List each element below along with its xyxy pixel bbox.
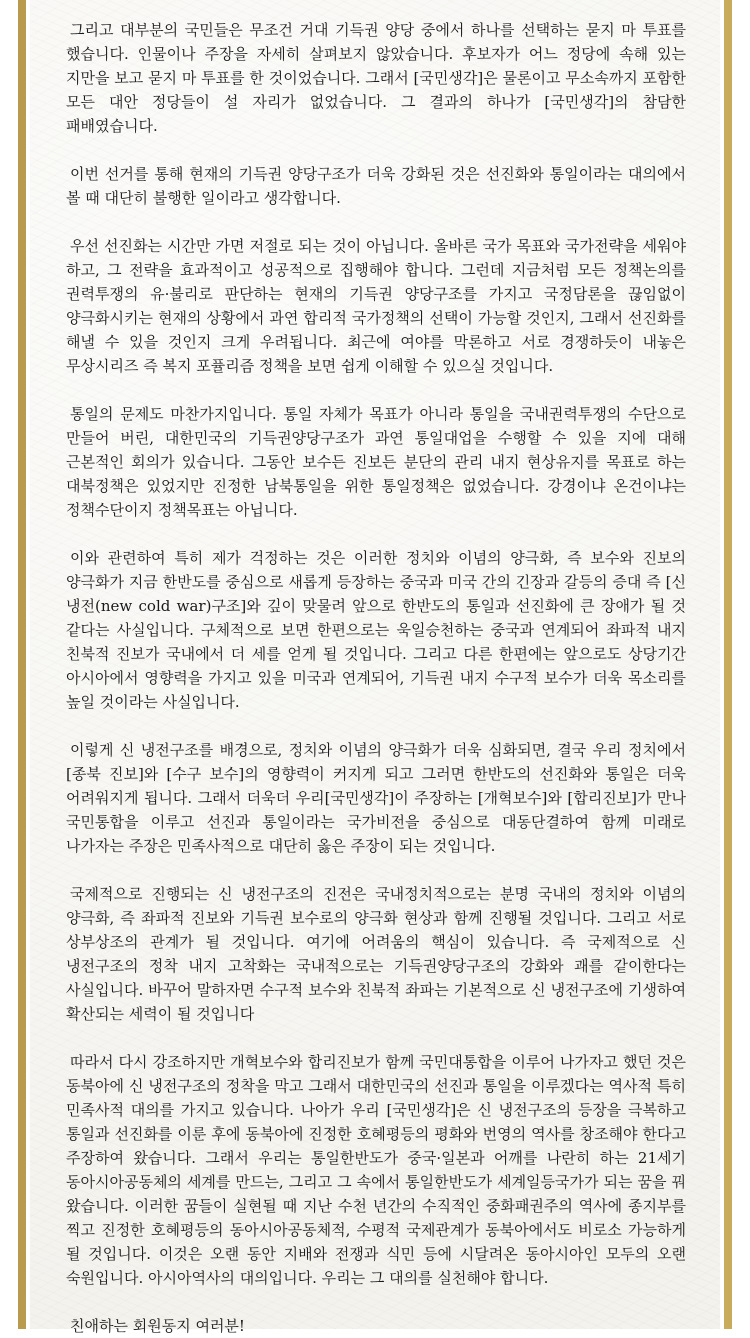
paragraph: 우선 선진화는 시간만 가면 저절로 되는 것이 아닙니다. 올바른 국가 목표와 국가전략을 세워야 하고, 그 전략을 효과적이고 성공적으로 집행해야 합니다. 그런데 지금처럼 모든 정책논의를 권력투쟁의 유·불리로 판단하는 현재의 기득권 양당구조를 가지고 국정담론을 끊임없이 양극화시키는 현재의 상황에서 과연 합리적 국가정책의 선택이 가능할 것인지, 그래서 선진화를 해낼 수 있을 것인지 크게 우려됩니다. 최근에 여야를 막론하고 서로 경쟁하듯이 내놓은 무상시리즈 즉 복지 포퓰리즘 정책을 보면 쉽게 이해할 수 있으실 것입니다. bbox=[66, 237, 687, 375]
paragraph: 통일의 문제도 마찬가지입니다. 통일 자체가 목표가 아니라 통일을 국내권력투쟁의 수단으로 만들어 버린, 대한민국의 기득권양당구조가 과연 통일대업을 수행할 수 있을 지에 대해 근본적인 회의가 있습니다. 그동안 보수든 진보든 분단의 관리 내지 현상유지를 목표로 하는 대북정책은 있었지만 진정한 남북통일을 위한 통일정책은 없었습니다. 강경이냐 온건이냐는 정책수단이지 정책목표는 아닙니다. bbox=[66, 405, 686, 519]
paragraph: 이와 관련하여 특히 제가 걱정하는 것은 이러한 정치와 이념의 양극화, 즉 보수와 진보의 양극화가 지금 한반도를 중심으로 새롭게 등장하는 중국과 미국 간의 긴장과 갈등의 증대 즉 [신 냉전(new cold war)구조]와 깊이 맞물려 앞으로 한반도의 통일과 선진화에 큰 장애가 될 것 같다는 사실입니다. 구체적으로 보면 한편으로는 욱일승천하는 중국과 연계되어 좌파적 내지 친북적 진보가 국내에서 더 세를 얻게 될 것입니다. 그리고 다른 한편에는 앞으로도 상당기간 아시아에서 영향력을 가지고 있을 미국과 연계되어, 기득권 내지 수구적 보수가 더욱 목소리를 높일 것이라는 사실입니다. bbox=[66, 549, 686, 711]
paragraph: 국제적으로 진행되는 신 냉전구조의 진전은 국내정치적으로는 분명 국내의 정치와 이념의 양극화, 즉 좌파적 진보와 기득권 보수로의 양극화 현상과 함께 진행될 것입니다. 그리고 서로 상부상조의 관계가 될 것입니다. 여기에 어려움의 핵심이 있습니다. 즉 국제적으로 신 냉전구조의 정착 내지 고착화는 국내적으로는 기득권양당구조의 강화와 괘를 같이한다는 사실입니다. 바꾸어 말하자면 수구적 보수와 친북적 좌파는 기본적으로 신 냉전구조에 기생하여 확산되는 세력이 될 것입니다 bbox=[66, 885, 686, 1023]
paragraph: 이번 선거를 통해 현재의 기득권 양당구조가 더욱 강화된 것은 선진화와 통일이라는 대의에서 볼 때 대단히 불행한 일이라고 생각합니다. bbox=[66, 165, 686, 207]
paragraph: 따라서 다시 강조하지만 개혁보수와 합리진보가 함께 국민대통합을 이루어 나가자고 했던 것은 동북아에 신 냉전구조의 정착을 막고 그래서 대한민국의 선진과 통일을 이루겠다는 역사적 특히 민족사적 대의를 가지고 있습니다. 나아가 우리 [국민생각]은 신 냉전구조의 등장을 극복하고 통일과 선진화를 이룬 후에 동북아에 진정한 호혜평등의 평화와 번영의 역사를 창조해야 한다고 주장하여 왔습니다. 그래서 우리는 통일한반도가 중국·일본과 어깨를 나란히 하는 21세기 동아시아공동체의 세계를 만드는, 그리고 그 속에서 통일한반도가 세계일등국가가 되는 꿈을 꿔 왔습니다. 이러한 꿈들이 실현될 때 지난 수천 년간의 수직적인 중화패권주의 역사에 종지부를 찍고 진정한 호혜평등의 동아시아공동체적, 수평적 국제관계가 동북아에서도 비로소 가능하게 될 것입니다. 이것은 오랜 동안 지배와 전쟁과 식민 등에 시달려온 동아시아인 모두의 오랜 숙원입니다. 아시아역사의 대의입니다. 우리는 그 대의를 실천해야 합니다. bbox=[66, 1053, 687, 1287]
closing-salutation: 친애하는 회원동지 여러분! bbox=[70, 1317, 245, 1335]
document-body bbox=[66, 18, 686, 1338]
paragraph: 그리고 대부분의 국민들은 무조건 거대 기득권 양당 중에서 하나를 선택하는 묻지 마 투표를 했습니다. 인물이나 주장을 자세히 살펴보지 않았습니다. 후보자가 어느 정당에 속해 있는 지만을 보고 묻지 마 투표를 한 것이었습니다. 그래서 [국민생각]은 물론이고 무소속까지 포함한 모든 대안 정당들이 설 자리가 없었습니다. 그 결과의 하나가 [국민생각]의 참담한 패배였습니다. bbox=[66, 21, 686, 135]
paragraph: 이렇게 신 냉전구조를 배경으로, 정치와 이념의 양극화가 더욱 심화되면, 결국 우리 정치에서 [종북 진보]와 [수구 보수]의 영향력이 커지게 되고 그러면 한반도의 선진화와 통일은 더욱 어려워지게 됩니다. 그래서 더욱더 우리[국민생각]이 주장하는 [개혁보수]와 [합리진보]가 만나 국민통합을 이루고 선진과 통일이라는 국가비전을 중심으로 대동단결하여 함께 미래로 나가자는 주장은 민족사적으로 대단히 옳은 주장이 되는 것입니다. bbox=[66, 741, 686, 855]
